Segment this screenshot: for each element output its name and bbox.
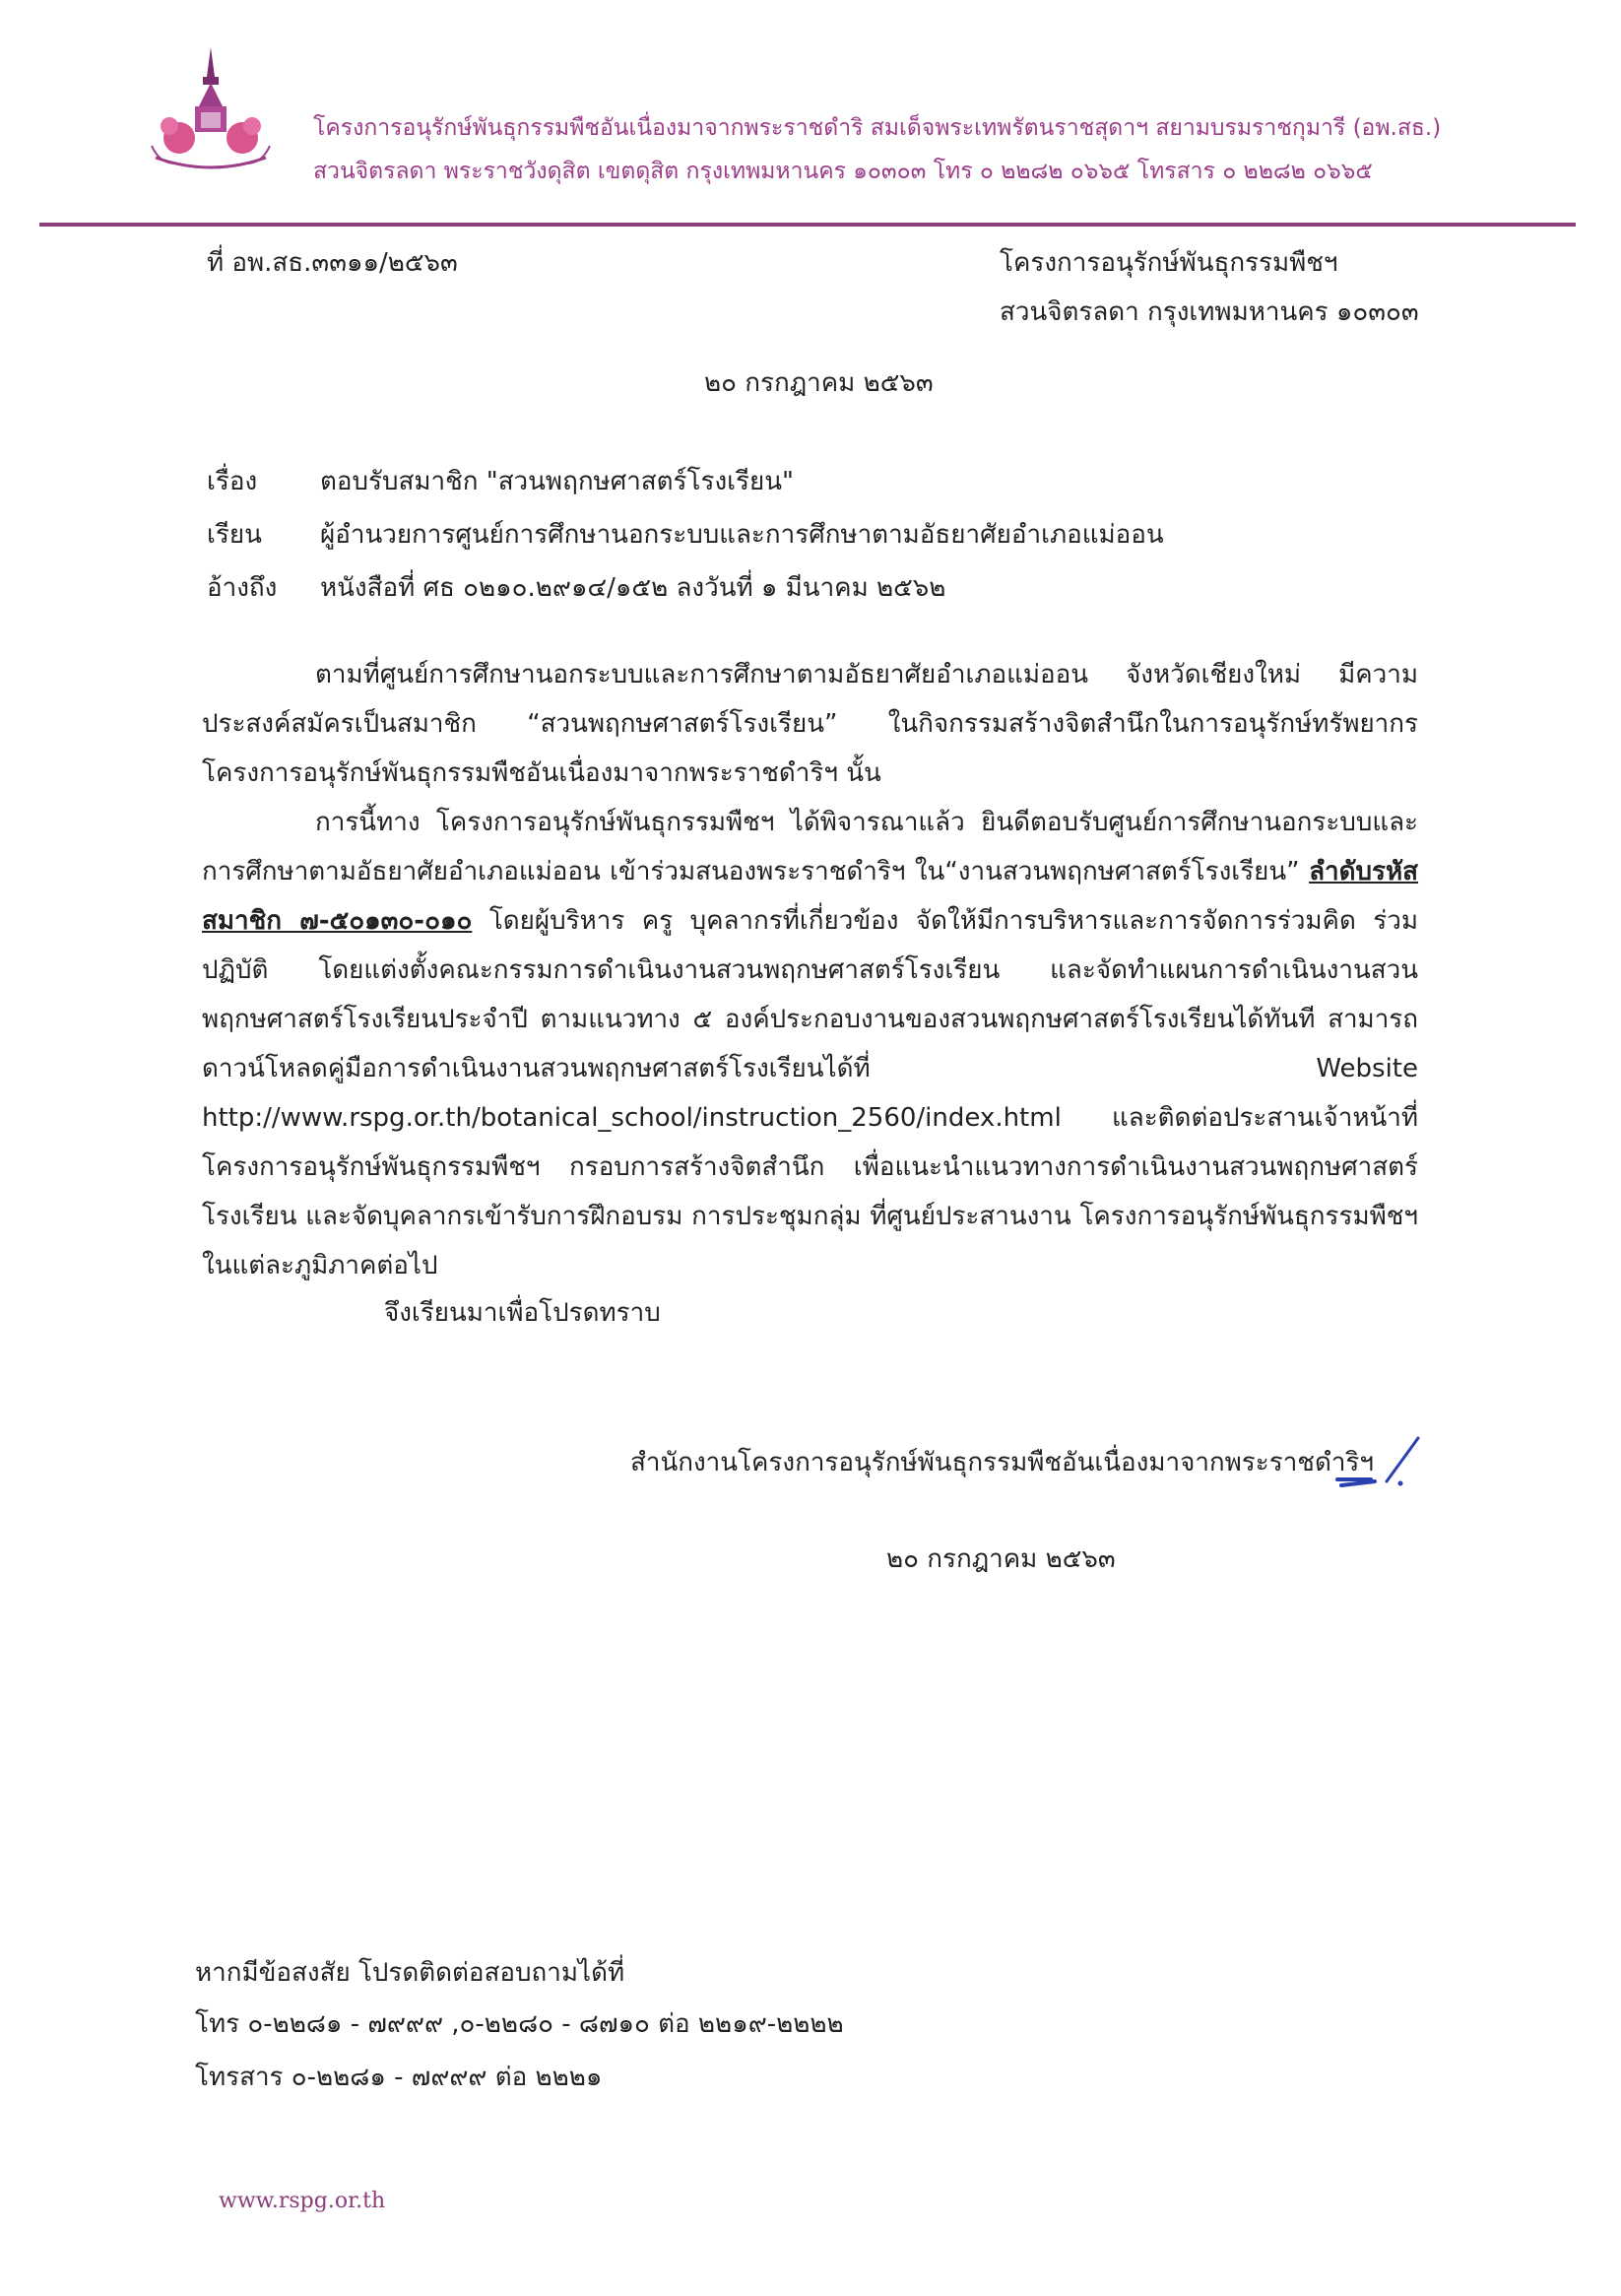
signature-date: ๒๐ กรกฎาคม ๒๕๖๓ [886,1544,1116,1574]
to-value: ผู้อำนวยการศูนย์การศึกษานอกระบบและการศึกษาตามอัธยาศัยอำเภอแม่ออน [320,520,1164,550]
subject-value: ตอบรับสมาชิก "สวนพฤกษศาสตร์โรงเรียน" [320,467,794,496]
paragraph-1: ตามที่ศูนย์การศึกษานอกระบบและการศึกษาตามอัธยาศัยอำเภอแม่ออน จังหวัดเชียงใหม่ มีความประสงค์สมัครเป็นสมาชิก “สวนพฤกษศาสตร์โรงเรียน” ในกิจกรรมสร้างจิตสำนึกในการอนุรักษ์ทรัพยากร โครงการอนุรักษ์พันธุกรรมพืชอันเนื่องมาจากพระราชดำริฯ นั้น [202,660,1418,788]
header-divider [39,223,1576,227]
reference-label: อ้างถึง [207,573,278,603]
sender-line-2: สวนจิตรลดา กรุงเทพมหานคร ๑๐๓๐๓ [1000,297,1419,327]
subject-label: เรื่อง [207,467,258,496]
paragraph-2-part-2: โดยผู้บริหาร ครู บุคลากรที่เกี่ยวข้อง จัดให้มีการบริหารและการจัดการร่วมคิด ร่วมปฏิบัติ โดยแต่งตั้งคณะกรรมการดำเนินงานสวนพฤกษศาสตร์โรงเรียน และจัดทำแผนการดำเนินงานสวนพฤกษศาสตร์โรงเรียนประจำปี ตามแนวทาง ๕ องค์ประกอบงานของสวนพฤกษศาสตร์โรงเรียนได้ทันที สามารถดาวน์โหลดคู่มือการดำเนินงานสวนพฤกษศาสตร์โรงเรียนได้ที่ Website http://www.rspg.or.th/botanical_school/instruction_2560/index.html และติดต่อประสานเจ้าหน้าที่ โครงการอนุรักษ์พันธุกรรมพืชฯ กรอบการสร้างจิตสำนึก เพื่อแนะนำแนวทางการดำเนินงานสวนพฤกษศาสตร์โรงเรียน และจัดบุคลากรเข้ารับการฝึกอบรม การประชุมกลุ่ม ที่ศูนย์ประสานงาน โครงการอนุรักษ์พันธุกรรมพืชฯ ในแต่ละภูมิภาคต่อไป [202,906,1419,1280]
paragraph-2 [202,798,1418,1290]
website-link[interactable]: www.rspg.or.th [219,2189,386,2213]
letter-date: ๒๐ กรกฎาคม ๒๕๖๓ [704,368,934,398]
sender-line-1: โครงการอนุรักษ์พันธุกรรมพืชฯ [1000,248,1338,278]
reference-value: หนังสือที่ ศธ ๐๒๑๐.๒๙๑๔/๑๕๒ ลงวันที่ ๑ มีนาคม ๒๕๖๒ [320,573,946,603]
signature-icon [1331,1430,1430,1499]
contact-fax: โทรสาร ๐-๒๒๘๑ - ๗๙๙๙ ต่อ ๒๒๒๑ [195,2063,603,2092]
letterhead-address-line: สวนจิตรลดา พระราชวังดุสิต เขตดุสิต กรุงเทพมหานคร ๑๐๓๐๓ โทร ๐ ๒๒๘๒ ๐๖๖๕ โทรสาร ๐ ๒๒๘๒ ๐๖๖๕ [313,159,1373,184]
paragraph-2-part-1: การนี้ทาง โครงการอนุรักษ์พันธุกรรมพืชฯ ได้พิจารณาแล้ว ยินดีตอบรับศูนย์การศึกษานอกระบบและการศึกษาตามอัธยาศัยอำเภอแม่ออน เข้าร่วมสนองพระราชดำริฯ ใน“งานสวนพฤกษศาสตร์โรงเรียน” [202,808,1418,886]
rspg-emblem-icon [146,47,276,175]
closing-line: จึงเรียนมาเพื่อโปรดทราบ [384,1298,661,1328]
to-label: เรียน [207,520,262,550]
member-code: ลำดับรหัสสมาชิก ๗-๕๐๑๓๐-๐๑๐ [202,857,1419,936]
contact-intro: หากมีข้อสงสัย โปรดติดต่อสอบถามได้ที่ [195,1958,625,1988]
contact-phone: โทร ๐-๒๒๘๑ - ๗๙๙๙ ,๐-๒๒๘๐ - ๘๗๑๐ ต่อ ๒๒๑๙-๒๒๒๒ [195,2009,844,2039]
reference-number: ที่ อพ.สธ.๓๓๑๑/๒๕๖๓ [207,248,458,278]
letterhead-org-line: โครงการอนุรักษ์พันธุกรรมพืชอันเนื่องมาจากพระราชดำริ สมเด็จพระเทพรัตนราชสุดาฯ สยามบรมราชกุมารี (อพ.สธ.) [313,115,1442,141]
signatory: สำนักงานโครงการอนุรักษ์พันธุกรรมพืชอันเนื่องมาจากพระราชดำริฯ [630,1448,1374,1477]
